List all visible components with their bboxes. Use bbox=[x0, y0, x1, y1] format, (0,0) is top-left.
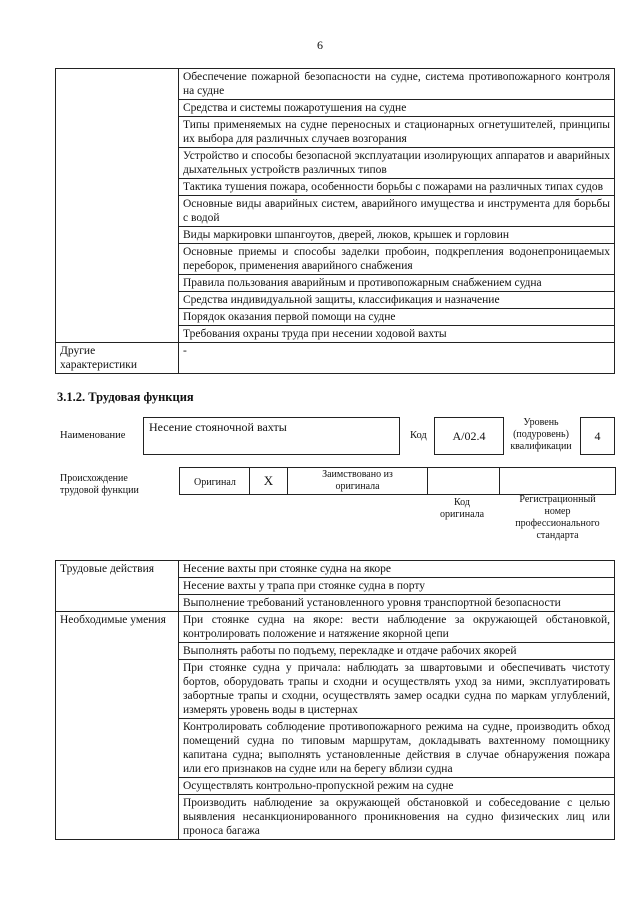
skill-item: Контролировать соблюдение противопожарного режима на судне, производить обход помещений судна по типовым маршрутам, докладывать вахтенному помощнику капитана судна; выполнять установленные действия в случае обнаружения пожара или его признаков на судне или на берегу вблизи судна bbox=[179, 719, 615, 778]
knowledge-item: Правила пользования аварийным и противопожарным снабжением судна bbox=[179, 275, 615, 292]
knowledge-item: Типы применяемых на судне переносных и стационарных огнетушителей, принципы их выбора для различных случаев возгорания bbox=[179, 117, 615, 148]
other-characteristics-value: - bbox=[179, 343, 615, 374]
reg-number-label: Регистрационный номер профессионального стандарта bbox=[515, 494, 600, 541]
skill-item: Производить наблюдение за окружающей обстановкой и собеседование с целью выявления несанкционированного проникновения на судно физических лиц или проноса багажа bbox=[179, 795, 615, 840]
skill-item: При стоянке судна на якоре: вести наблюдение за окружающей обстановкой, контролировать положение и натяжение якорной цепи bbox=[179, 612, 615, 643]
knowledge-table bbox=[55, 68, 615, 374]
level-field: 4 bbox=[580, 417, 615, 455]
orig-code-cell bbox=[427, 467, 500, 495]
code-label: Код bbox=[410, 430, 427, 441]
section-title: 3.1.2. Трудовая функция bbox=[57, 390, 194, 404]
table-row bbox=[56, 612, 615, 643]
knowledge-item: Виды маркировки шпангоутов, дверей, люков, крышек и горловин bbox=[179, 227, 615, 244]
actions-label: Трудовые действия bbox=[56, 561, 179, 612]
orig-code-label: Код оригинала bbox=[439, 497, 485, 520]
knowledge-item: Порядок оказания первой помощи на судне bbox=[179, 309, 615, 326]
level-label: Уровень (подуровень) квалификации bbox=[510, 417, 572, 452]
action-item: Несение вахты при стоянке судна на якоре bbox=[179, 561, 615, 578]
origin-label: Происхождение трудовой функции bbox=[60, 473, 139, 496]
skill-item: При стоянке судна у причала: наблюдать за швартовыми и обеспечивать чистоту бортов, оборудовать трапы и сходни и осуществлять уход за ними, эксплуатировать забортные трапы и сходни, осуществлять замер осадки судна по маркам углублений, измерять уровень воды в цистернах bbox=[179, 660, 615, 719]
knowledge-item: Тактика тушения пожара, особенности борьбы с пожарами на различных типах судов bbox=[179, 179, 615, 196]
table-row bbox=[56, 343, 615, 374]
knowledge-item: Средства и системы пожаротушения на судне bbox=[179, 100, 615, 117]
knowledge-item: Устройство и способы безопасной эксплуатации изолирующих аппаратов и аварийных дыхательных устройств различных типов bbox=[179, 148, 615, 179]
other-characteristics-label: Другие характеристики bbox=[56, 343, 179, 374]
blank-label-cell bbox=[56, 69, 179, 343]
function-name-field: Несение стояночной вахты bbox=[143, 417, 400, 455]
action-item: Выполнение требований установленного уровня транспортной безопасности bbox=[179, 595, 615, 612]
knowledge-item: Средства индивидуальной защиты, классификация и назначение bbox=[179, 292, 615, 309]
table-row bbox=[56, 69, 615, 100]
table-row bbox=[56, 561, 615, 578]
skill-item: Выполнять работы по подъему, перекладке и отдаче рабочих якорей bbox=[179, 643, 615, 660]
knowledge-item: Требования охраны труда при несении ходовой вахты bbox=[179, 326, 615, 343]
knowledge-item: Основные виды аварийных систем, аварийного имущества и инструмента для борьбы с водой bbox=[179, 196, 615, 227]
original-cell: Оригинал bbox=[179, 467, 250, 495]
action-item: Несение вахты у трапа при стоянке судна в порту bbox=[179, 578, 615, 595]
actions-skills-table bbox=[55, 560, 615, 840]
knowledge-item: Основные приемы и способы заделки пробоин, подкрепления водонепроницаемых переборок, применения аварийного снабжения bbox=[179, 244, 615, 275]
name-label: Наименование bbox=[60, 430, 126, 441]
function-code-field: A/02.4 bbox=[434, 417, 504, 455]
skill-item: Осуществлять контрольно-пропускной режим на судне bbox=[179, 778, 615, 795]
skills-label: Необходимые умения bbox=[56, 612, 179, 840]
original-mark: X bbox=[249, 467, 288, 495]
page-number: 6 bbox=[317, 38, 323, 52]
knowledge-item: Обеспечение пожарной безопасности на судне, система противопожарного контроля на судне bbox=[179, 69, 615, 100]
borrowed-cell: Заимствовано из оригинала bbox=[287, 467, 428, 495]
reg-number-cell bbox=[499, 467, 616, 495]
